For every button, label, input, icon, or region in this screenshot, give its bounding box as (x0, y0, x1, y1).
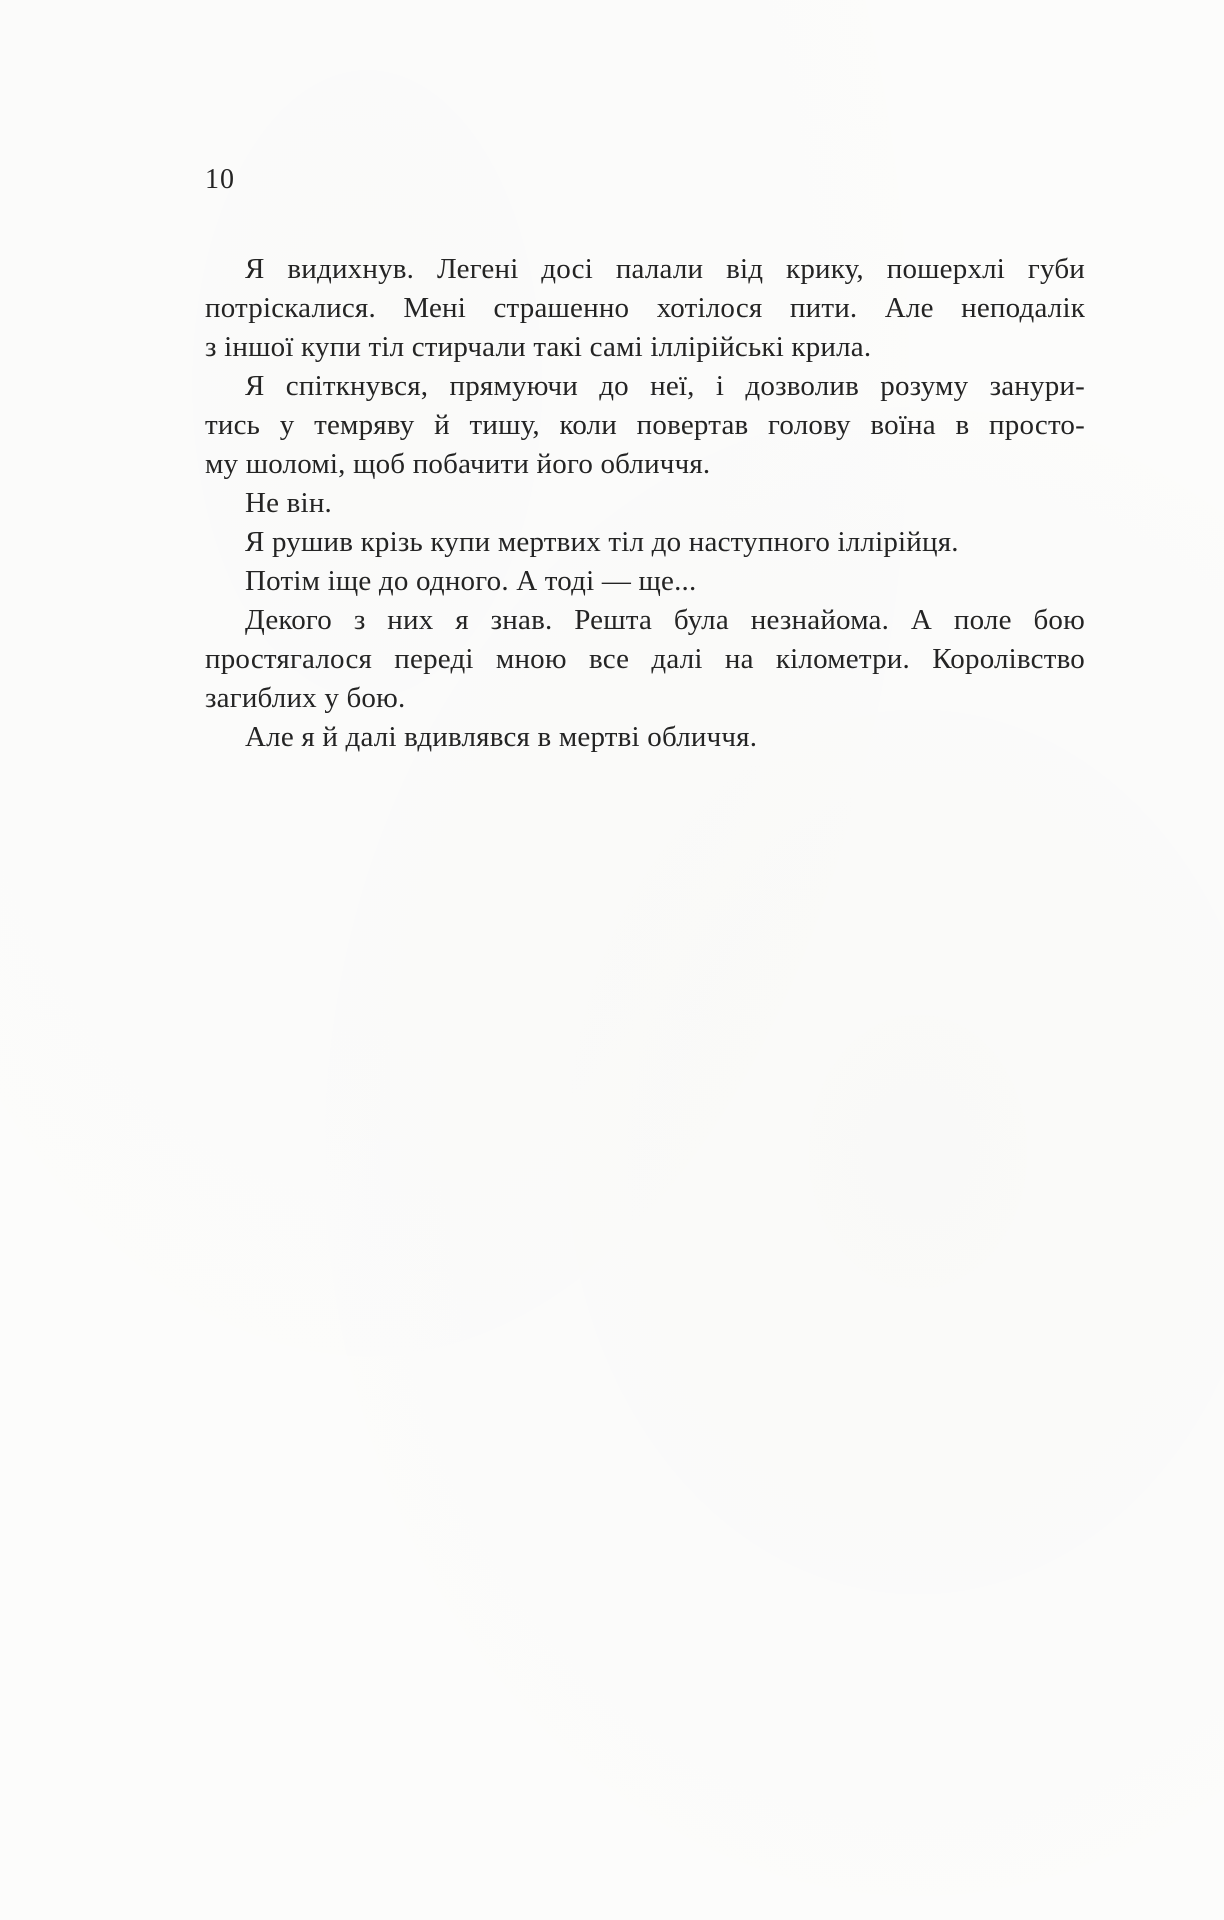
text-line: Я рушив крізь купи мертвих тіл до наступного іллірійця. (245, 526, 959, 558)
text-line: потріскалися. Мені страшенно хотілося пити. Але неподалік (205, 292, 1085, 324)
text-block (205, 250, 1085, 757)
text-line: Потім іще до одного. А тоді — ще... (245, 565, 697, 597)
text-line: Я спіткнувся, прямуючи до неї, і дозволив розуму занури- (245, 370, 1085, 402)
text-line: му шоломі, щоб побачити його обличчя. (205, 448, 711, 480)
text-line: Декого з них я знав. Решта була незнайома. А поле бою (245, 604, 1085, 636)
text-line: простягалося переді мною все далі на кілометри. Королівство (205, 643, 1085, 675)
text-line: загиблих у бою. (205, 682, 406, 714)
text-line: Не він. (245, 487, 332, 519)
text-line: з іншої купи тіл стирчали такі самі іллірійські крила. (205, 331, 872, 363)
text-line: тись у темряву й тишу, коли повертав голову воїна в просто- (205, 409, 1085, 441)
text-line: Але я й далі вдивлявся в мертві обличчя. (245, 721, 758, 753)
text-line: Я видихнув. Легені досі палали від крику, пошерхлі губи (245, 253, 1085, 285)
page-number: 10 (205, 164, 235, 195)
